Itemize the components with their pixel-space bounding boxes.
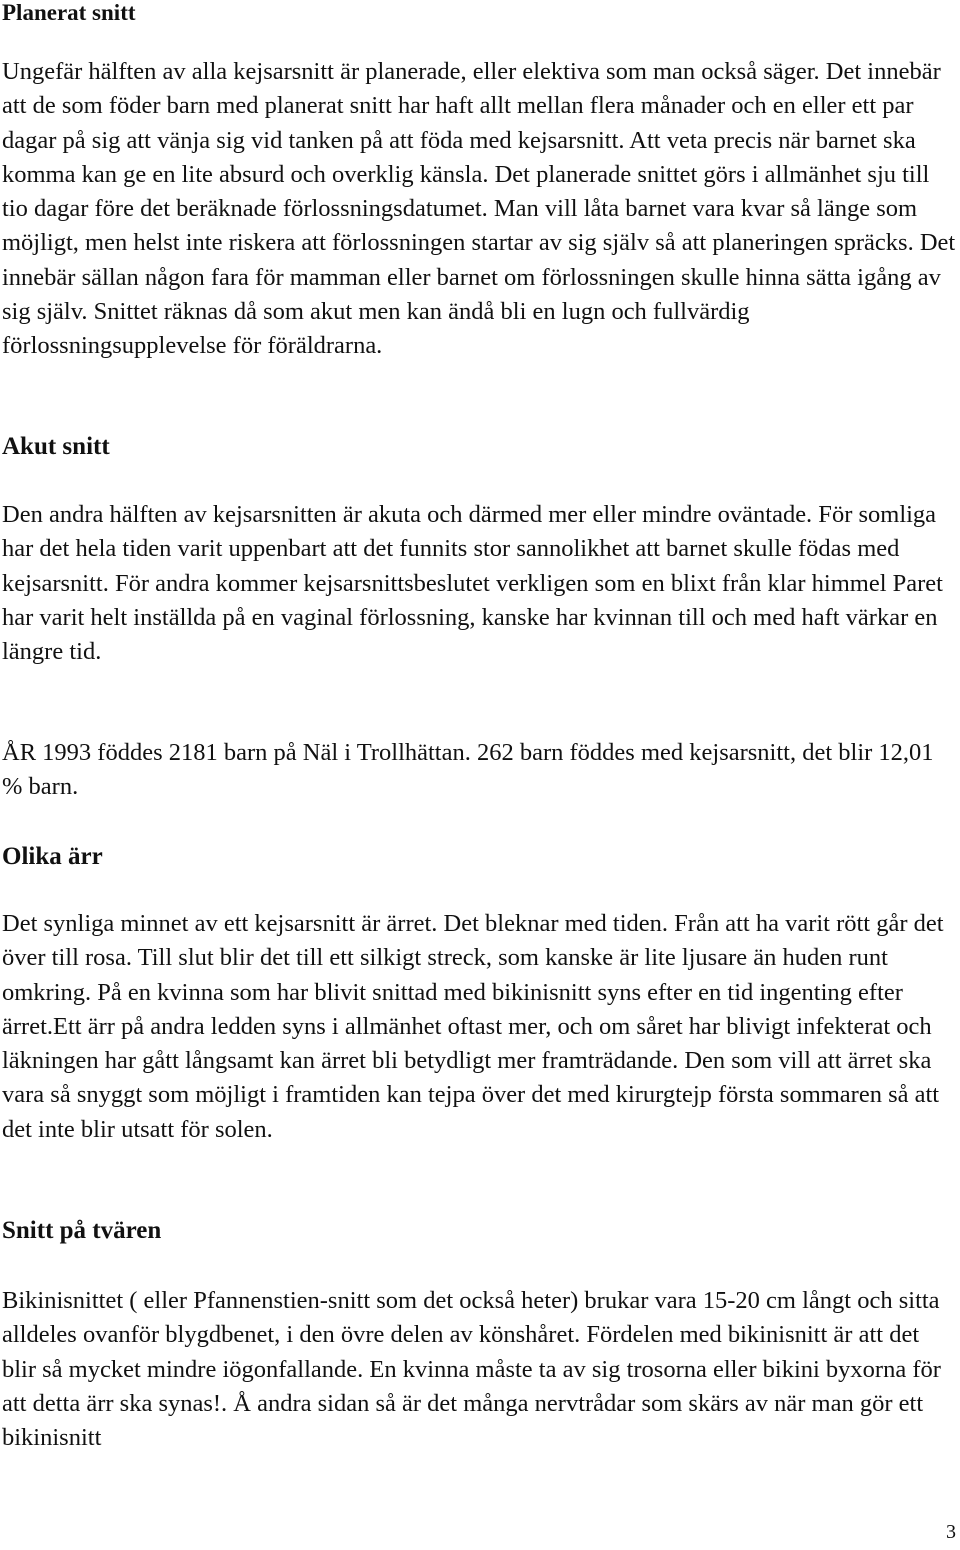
paragraph-statistics: ÅR 1993 föddes 2181 barn på Näl i Trollhättan. 262 barn föddes med kejsarsnitt, det blir 12,01 % barn. <box>2 739 934 801</box>
paragraph-snitt-pa-tvaren: Bikinisnittet ( eller Pfannenstien-snitt som det också heter) brukar vara 15-20 cm långt och sitta alldeles ovanför blygdbenet, i den övre delen av könshåret. Fördelen med bikinisnitt är att det blir så mycket mindre iögonfallande. En kvinna måste ta av sig trosorna eller bikini byxorna för att detta ärr ska synas!. Å andra sidan så är det många nervtrådar som skärs av när man gör ett bikinisnitt <box>2 1287 941 1452</box>
section-heading-akut-snitt: Akut snitt <box>2 433 110 460</box>
paragraph-olika-arr: Det synliga minnet av ett kejsarsnitt är ärret. Det bleknar med tiden. Från att ha varit rött går det över till rosa. Till slut blir det till ett silkigt streck, som kanske är lite ljusare än huden runt omkring. På en kvinna som har blivit snittad med bikinisnitt syns efter en tid ingenting efter ärret.Ett ärr på andra ledden syns i allmänhet oftast mer, och om såret har blivigt infekterat och läkningen har gått långsamt kan ärret bli betydligt mer framträdande. Den som vill att ärret ska vara så snyggt som möjligt i framtiden kan tejpa över det med kirurgtejp första sommaren så att det inte blir utsatt för solen. <box>2 910 944 1143</box>
page-number: 3 <box>946 1521 956 1543</box>
section-heading-planerat-snitt: Planerat snitt <box>2 0 136 25</box>
paragraph-planerat-snitt: Ungefär hälften av alla kejsarsnitt är planerade, eller elektiva som man också säger. Det innebär att de som föder barn med planerat snitt har haft allt mellan flera månader och en eller ett par dagar på sig att vänja sig vid tanken på att föda med kejsarsnitt. Att veta precis när barnet ska komma kan ge en lite absurd och overklig känsla. Det planerade snittet görs i allmänhet sju till tio dagar före det beräknade förlossningsdatumet. Man vill låta barnet vara kvar så länge som möjligt, men helst inte riskera att förlossningen startar av sig själv så att planeringen spräcks. Det innebär sällan någon fara för mamman eller barnet om förlossningen skulle hinna sätta igång av sig själv. Snittet räknas då som akut men kan ändå bli en lugn och fullvärdig förlossningsupplevelse för föräldrarna. <box>2 58 956 360</box>
paragraph-akut-snitt: Den andra hälften av kejsarsnitten är akuta och därmed mer eller mindre oväntade. För somliga har det hela tiden varit uppenbart att det funnits stor sannolikhet att barnet skulle födas med kejsarsnitt. För andra kommer kejsarsnittsbeslutet verkligen som en blixt från klar himmel Paret har varit helt inställda på en vaginal förlossning, kanske har kvinnan till och med haft värkar en längre tid. <box>2 501 943 666</box>
section-heading-snitt-pa-tvaren: Snitt på tvären <box>2 1217 162 1244</box>
section-heading-olika-arr: Olika ärr <box>2 843 103 870</box>
